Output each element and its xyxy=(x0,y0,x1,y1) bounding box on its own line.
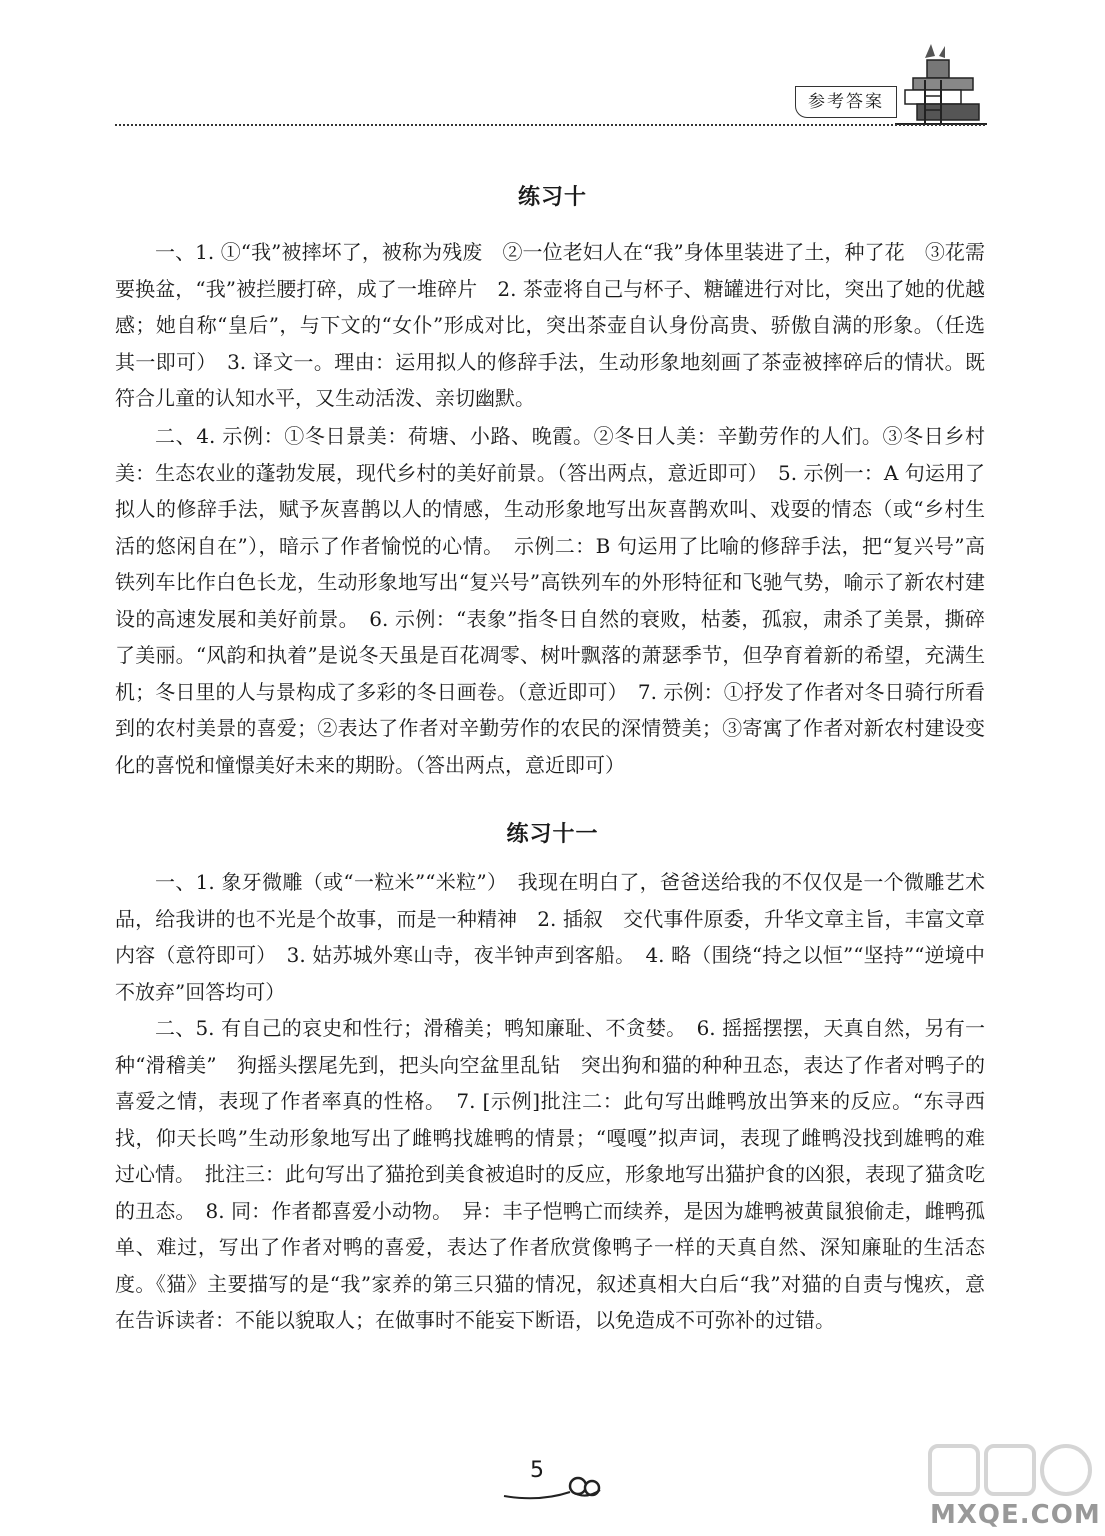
section-title: 练习十 xyxy=(517,185,587,210)
book-ladder-icon xyxy=(895,40,987,128)
header-decoration xyxy=(895,40,987,128)
cloud-swirl-icon xyxy=(500,1470,610,1506)
answer-paragraph: 一、1. ①“我”被摔坏了，被称为残废 ②一位老妇人在“我”身体里装进了土，种了花 ③花需要换盆，“我”被拦腰打碎，成了一堆碎片 2. 茶壶将自己与杯子、糖罐进行对比，突出了她的优越感；她自称“皇后”，与下文的“女仆”形成对比，突出茶壶自认身份高贵、骄傲自满的形象。（任选其一即可） 3. 译文一。理由：运用拟人的修辞手法，生动形象地刻画了茶壶被摔碎后的情状。既符合儿童的认知水平，又生动活泼、亲切幽默。 xyxy=(115,240,985,410)
answer-paragraph: 二、5. 有自己的哀史和性行；滑稽美；鸭知廉耻、不贪婪。 6. 摇摇摆摆，天真自然，另有一种“滑稽美” 狗摇头摆尾先到，把头向空盆里乱钻 突出狗和猫的种种丑态，表达了作者对鸭子的喜爱之情，表现了作者率真的性格。 7. [示例]批注二：此句写出雌鸭放出笋来的反应。“东寻西找，仰天长鸣”生动形象地写出了雌鸭找雄鸭的情景；“嘎嘎”拟声词，表现了雌鸭没找到雄鸭的难过心情。 批注三：此句写出了猫抢到美食被追时的反应，形象地写出猫护食的凶狠，表现了猫贪吃的丑态。 8. 同：作者都喜爱小动物。 异：丰子恺鸭亡而续养，是因为雄鸭被黄鼠狼偷走，雌鸭孤单、难过，写出了作者对鸭的喜爱，表达了作者欣赏像鸭子一样的天真自然、深知廉耻的生活态度。《猫》主要描写的是“我”家养的第三只猫的情况，叙述真相大白后“我”对猫的自责与愧疚，意在告诉读者：不能以貌取人；在做事时不能妄下断语，以免造成不可弥补的过错。 xyxy=(115,1016,985,1332)
answer-paragraph: 二、4. 示例：①冬日景美：荷塘、小路、晚霞。②冬日人美：辛勤劳作的人们。③冬日乡村美：生态农业的蓬勃发展，现代乡村的美好前景。（答出两点，意近即可） 5. 示例一：A 句运用了拟人的修辞手法，赋予灰喜鹊以人的情感，生动形象地写出灰喜鹊欢叫、戏耍的情态（或“乡村生活的悠闲自在”），暗示了作者愉悦的心情。 示例二：B 句运用了比喻的修辞手法，把“复兴号”高铁列车比作白色长龙，生动形象地写出“复兴号”高铁列车的外形特征和飞驰气势，喻示了新农村建设的高速发展和美好前景。 6. 示例：“表象”指冬日自然的衰败，枯萎，孤寂，肃杀了美景，撕碎了美丽。“风韵和执着”是说冬天虽是百花凋零、树叶飘落的萧瑟季节，但孕育着新的希望，充满生机；冬日里的人与景构成了多彩的冬日画卷。（意近即可） 7. 示例：①抒发了作者对冬日骑行所看到的农村美景的喜爱；②表达了作者对辛勤劳作的农民的深情赞美；③寄寓了作者对新农村建设变化的喜悦和憧憬美好未来的期盼。（答出两点，意近即可） xyxy=(115,424,985,777)
header-dotted-rule xyxy=(115,124,985,126)
page-number: 5 xyxy=(530,1458,544,1483)
header-label: 参考答案 xyxy=(795,86,897,118)
answer-paragraph: 一、1. 象牙微雕（或“一粒米”“米粒”） 我现在明白了，爸爸送给我的不仅仅是一个微雕艺术品，给我讲的也不光是个故事，而是一种精神 2. 插叙 交代事件原委，升华文章主旨，丰富文章内容（意符即可） 3. 姑苏城外寒山寺，夜半钟声到客船。 4. 略（围绕“持之以恒”“坚持”“逆境中不放弃”回答均可） xyxy=(115,870,985,1004)
watermark-text: MXQE.COM xyxy=(930,1500,1101,1530)
page-number-decoration xyxy=(500,1470,610,1506)
section-title: 练习十一 xyxy=(506,822,599,847)
